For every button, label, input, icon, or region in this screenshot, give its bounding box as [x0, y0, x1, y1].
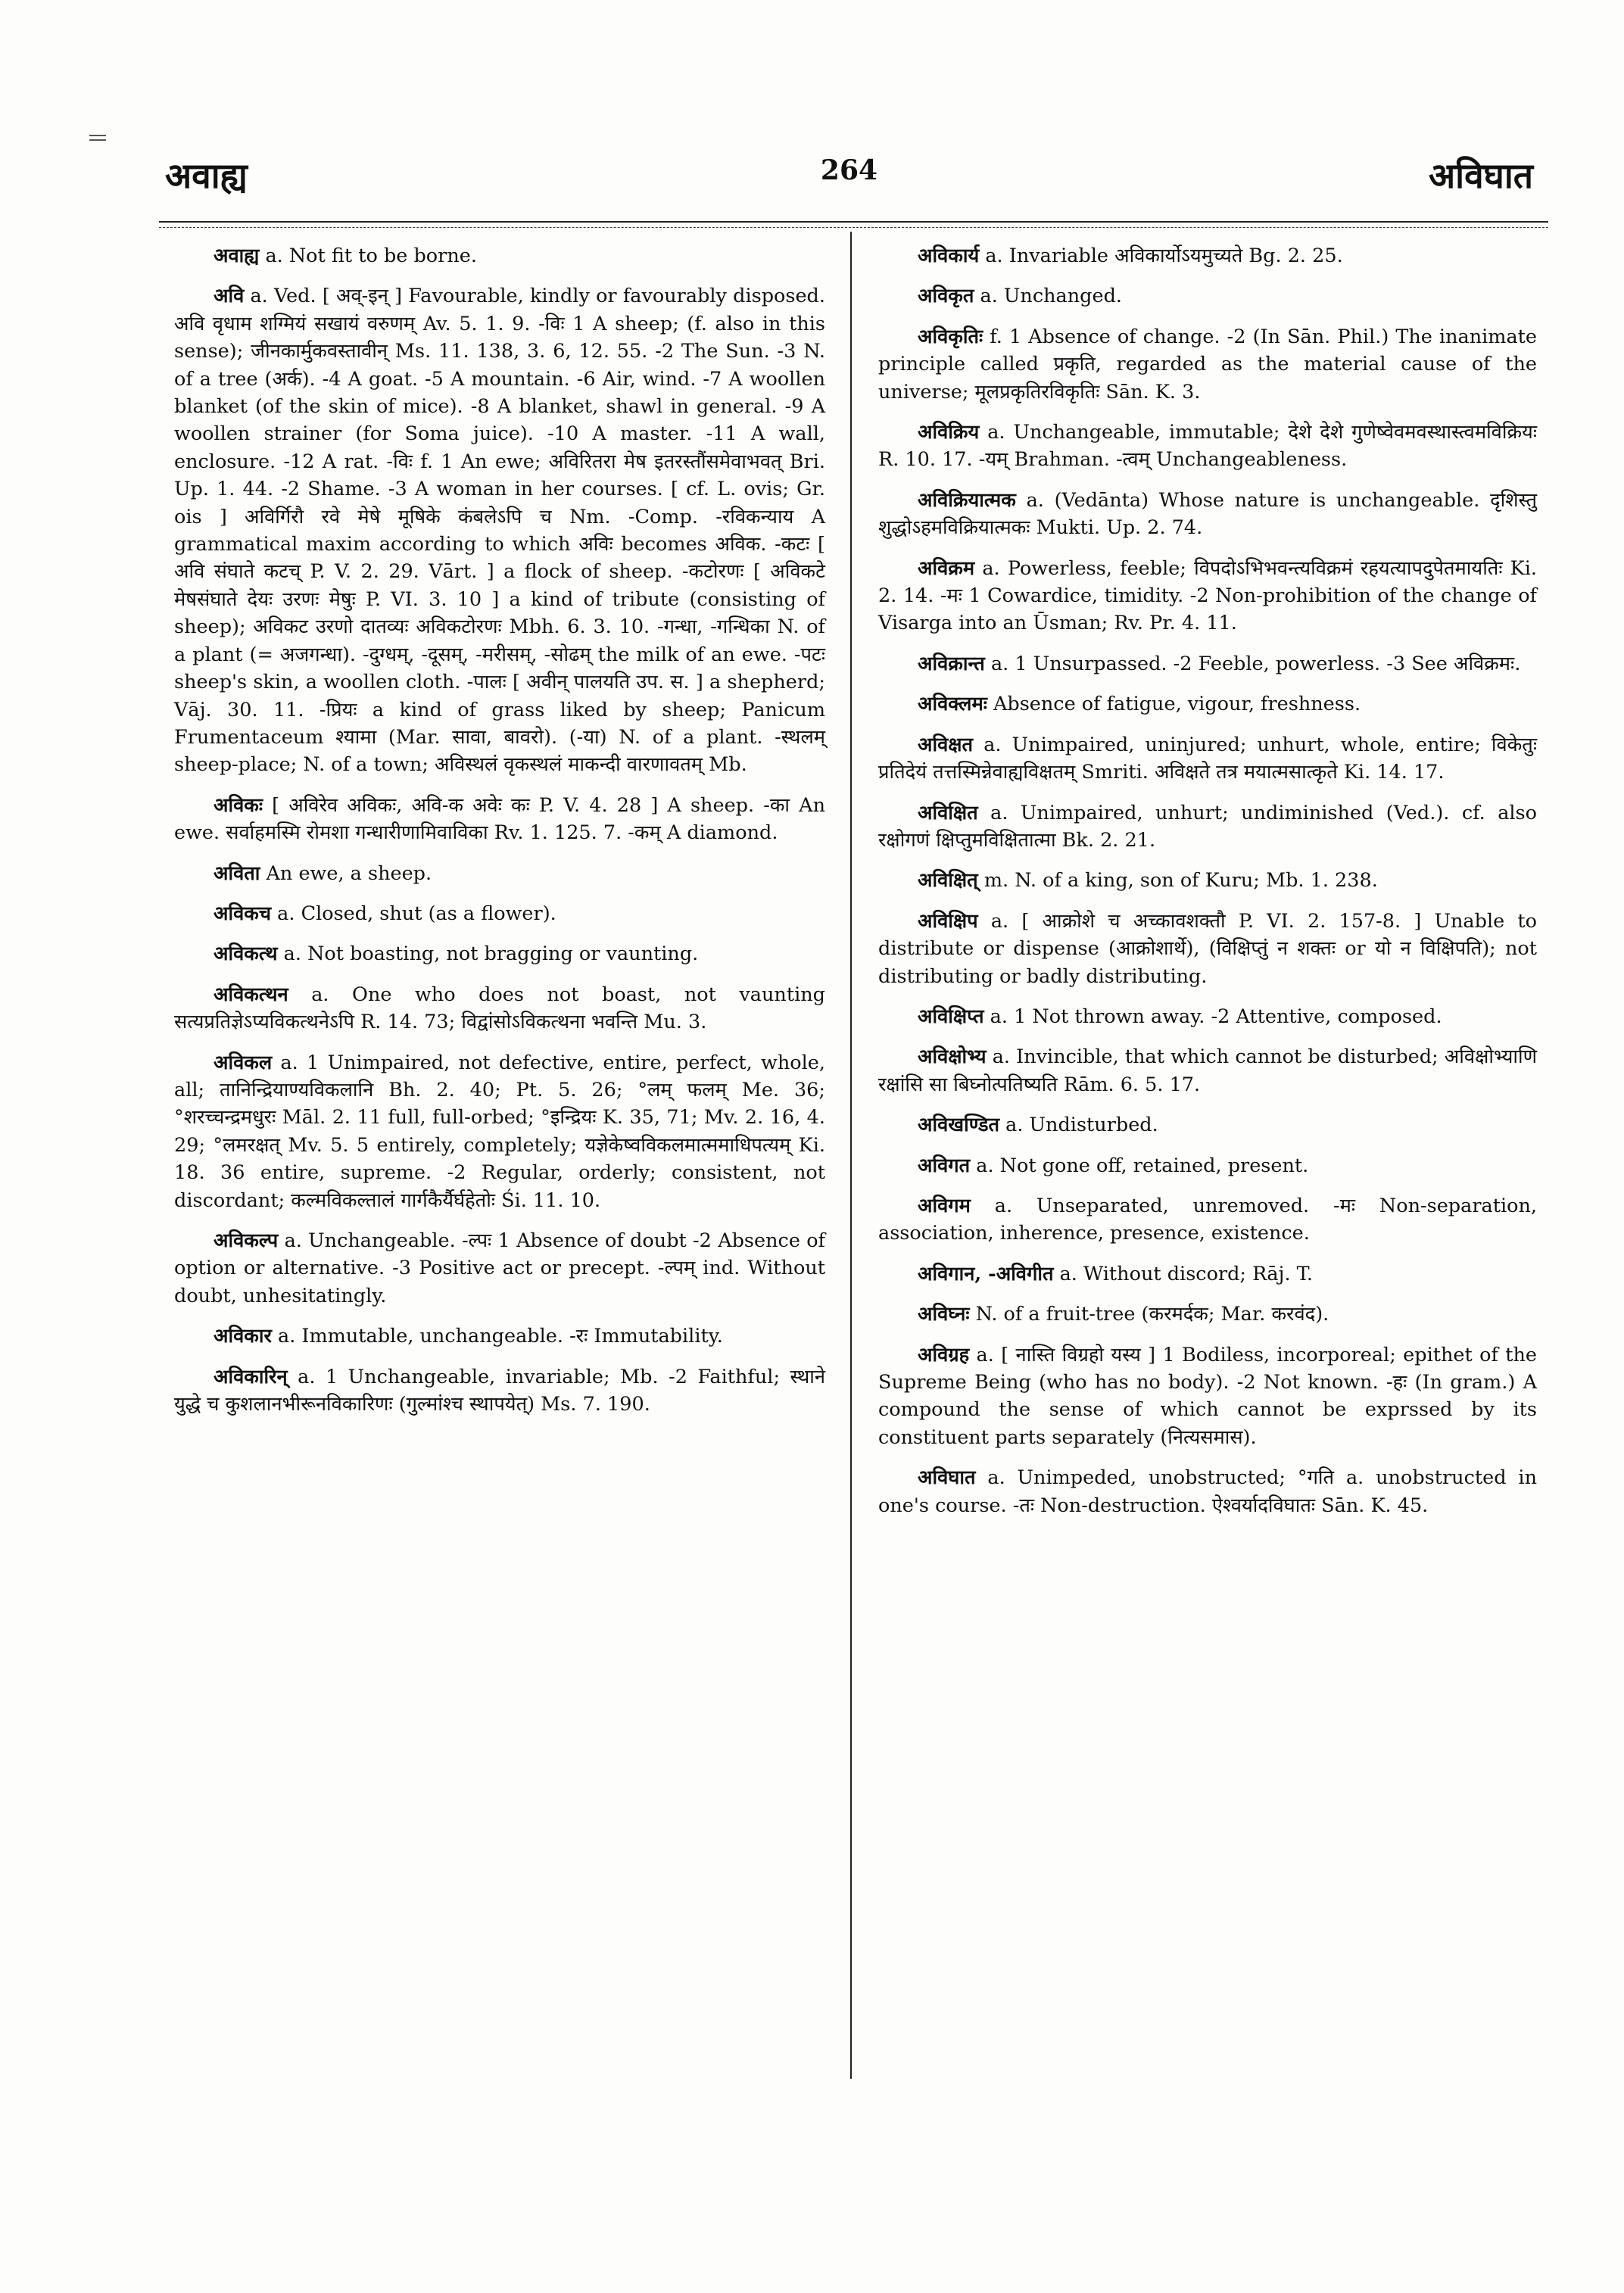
entry-headword: अविग्रह: [918, 1343, 970, 1366]
entry-headword: अवाह्य: [214, 245, 260, 267]
entry-definition: a. Unimpaired, unhurt; undiminished (Ved.). cf. also रक्षोगणं क्षिप्तुमविक्षितात्मा Bk. 2. 21.: [878, 801, 1537, 852]
entry-definition: a. Not gone off, retained, present.: [976, 1154, 1309, 1177]
entry-headword: अविघ्नः: [918, 1303, 970, 1326]
dictionary-entry: [878, 419, 1537, 474]
entry-headword: अविता: [214, 861, 260, 885]
entry-definition: a. (Vedānta) Whose nature is unchangeable. दृशिस्तु शुद्धोऽहमविक्रियात्मकः Mukti. Up. 2. 74.: [878, 488, 1538, 540]
entry-headword: अविकृतिः: [918, 325, 983, 348]
entry-headword: अविघात: [918, 1466, 976, 1490]
entry-definition: a. Ved. [ अव्-इन् ] Favourable, kindly or favourably disposed. अवि वृधाम शग्मियं सखायं वरुणम् Av. 5. 1. 9. -विः 1 A sheep; (f. also in this sense); जीनकार्मुकवस्तावीन् Ms. 11. 138, 3. 6, 12. 55. -2 The Sun. -3 N. of a tree (अर्क). -4 A goat. -5 A mountain. -6 Air, wind. -7 A woollen blanket (of the skin of mice). -8 A blanket, shawl in general. -9 A woollen strainer (for Soma juice). -10 A master. -11 A wall, enclosure. -12 A rat. -विः f. 1 An ewe; अविरितरा मेष इतरस्तौंसमेवाभवत् Bri. Up. 1. 44. -2 Shame. -3 A woman in her courses. [ cf. L. ovis; Gr. ois ] अविर्गिरौ रवे मेषे मूषिके कंबलेऽपि च Nm. -Comp. -रविकन्याय A grammatical maxim according to which अविः becomes अविक. -कटः [ अवि संघाते कटच् P. V. 2. 29. Vārt. ] a flock of sheep. -कटोरणः [ अविकटे मेषसंघाते देयः उरणः मेषुः P. VI. 3. 10 ] a kind of tribute (consisting of sheep); अविकट उरणो दातव्यः अविकटोरणः Mbh. 6. 3. 10. -गन्धा, -गन्धिका N. of a plant (= अजगन्धा). -दुग्धम्, -दूसम्, -मरीसम्, -सोढम् the milk of an ewe. -पटः sheep's skin, a woollen cloth. -पालः [ अवीन् पालयति उप. स. ] a shepherd; Vāj. 30. 11. -प्रियः a kind of grass liked by sheep; Panicum Frumentaceum श्यामा (Mar. सावा, बावरो). (-या) N. of a plant. -स्थलम् sheep-place; N. of a town; अविस्थलं वृकस्थलं माकन्दी वारणावतम् Mb.: [174, 285, 825, 777]
entry-headword: अविकत्थन: [214, 983, 288, 1006]
dictionary-entry: [174, 860, 825, 887]
dictionary-entry: [878, 1003, 1537, 1030]
dictionary-entry: [174, 1363, 825, 1419]
dictionary-entry: [878, 1111, 1537, 1139]
entry-headword: अविगान, -अविगीत: [918, 1262, 1054, 1285]
entry-definition: a. Invariable अविकार्योऽयमुच्यते Bg. 2. 25.: [985, 245, 1343, 267]
entry-headword: अविखण्डित: [918, 1114, 1000, 1137]
entry-headword: अविक्षिप: [918, 909, 978, 933]
entry-headword: अविगम: [918, 1194, 971, 1217]
entry-headword: अविक्रियात्मक: [918, 488, 1016, 512]
entry-definition: a. Unseparated, unremoved. -मः Non-separation, association, inherence, presence, existence.: [878, 1194, 1537, 1245]
entry-headword: अवि: [214, 285, 245, 308]
dictionary-entry: [878, 1192, 1537, 1248]
entry-headword: अविक्षित: [918, 801, 978, 824]
entry-definition: f. 1 Absence of change. -2 (In Sān. Phil.) The inanimate principle called प्रकृति, regarded as the material cause of the universe; मूलप्रकृतिरविकृतिः Sān. K. 3.: [878, 325, 1537, 403]
dictionary-entry: [174, 900, 825, 927]
dictionary-entry: [878, 555, 1537, 637]
entry-definition: a. 1 Not thrown away. -2 Attentive, composed.: [990, 1005, 1442, 1028]
dictionary-entry: [878, 731, 1537, 787]
entry-headword: अविक्षिप्त: [918, 1005, 984, 1028]
entry-headword: अविकृत: [918, 285, 974, 308]
entry-definition: a. 1 Unimpaired, not defective, entire, perfect, whole, all; तानिन्द्रियाण्यविकलानि Bh. 2. 40; Pt. 5. 26; °लम् फलम् Me. 36; °शरच्चन्द्रमधुरः Māl. 2. 11 full, full-orbed; °इन्द्रियः K. 35, 71; Mv. 2. 16, 4. 29; °लमरक्षत् Mv. 5. 5 entirely, completely; यज्ञेकेष्वविकलमात्ममाधिपत्यम् Ki. 18. 36 entire, supreme. -2 Regular, orderly; consistent, not discordant; कल्मविकल्तालं गार्गकैर्यैर्घहेतोः Śi. 11. 10.: [174, 1051, 825, 1212]
entry-definition: a. Undisturbed.: [1005, 1114, 1158, 1137]
entry-definition: a. Unchangeable. -ल्पः 1 Absence of doubt -2 Absence of option or alternative. -3 Positive act or precept. -ल्पम् ind. Without doubt, unhesitatingly.: [174, 1229, 825, 1307]
entry-headword: अविकार: [214, 1325, 272, 1348]
entry-definition: N. of a fruit-tree (करमर्दक; Mar. करवंद).: [975, 1303, 1329, 1326]
entry-definition: a. Unimpaired, uninjured; unhurt, whole, entire; विकेतुः प्रतिदेयं तत्तस्मिन्नेवाह्यविक्षतम् Smriti. अविक्षते तत्र मयात्मसात्कृते Ki. 14. 17.: [878, 733, 1537, 784]
entry-definition: a. Immutable, unchangeable. -रः Immutability.: [278, 1325, 723, 1348]
entry-headword: अविक्षोभ्य: [918, 1045, 987, 1069]
dictionary-entry: [878, 650, 1537, 678]
entry-definition: a. Unimpeded, unobstructed; °गति a. unobstructed in one's course. -तः Non-destruction. ऐश्वर्यादविघातः Sān. K. 45.: [878, 1466, 1538, 1517]
entry-definition: a. Without discord; Rāj. T.: [1059, 1262, 1314, 1285]
dictionary-entry: [878, 908, 1537, 990]
entry-headword: अविकः: [214, 793, 263, 817]
entry-headword: अविक्रम: [918, 556, 975, 580]
dictionary-entry: [878, 1043, 1537, 1098]
entry-headword: अविक्षत: [918, 733, 974, 756]
entry-headword: अविक्रान्त: [918, 652, 985, 675]
dictionary-entry: [878, 690, 1537, 718]
entry-headword: अविकल्प: [214, 1229, 279, 1252]
dictionary-entry: [878, 799, 1537, 855]
dictionary-entry: [878, 867, 1537, 894]
entry-definition: a. Powerless, feeble; विपदोऽभिभवन्त्यविक्रमं रहयत्यापदुपेतमायतिः Ki. 2. 14. -मः 1 Cowardice, timidity. -2 Non-prohibition of the change of Visarga into an Ūsman; Rv. Pr. 4. 11.: [878, 556, 1537, 635]
dictionary-entry: [174, 282, 825, 778]
header-rule-dashed: [159, 227, 1548, 228]
entry-headword: अविकारिन्: [214, 1365, 288, 1388]
entry-definition: a. [ आक्रोशे च अच्कावशक्तौ P. VI. 2. 157-8. ] Unable to distribute or dispense (आक्रोशार्थे), (विक्षिप्तुं न शक्तः or यो न विक्षिपति); not distributing or badly distributing.: [878, 909, 1537, 988]
dictionary-entry: [878, 1260, 1537, 1288]
dictionary-entry: [174, 981, 825, 1036]
entry-definition: a. [ नास्ति विग्रहो यस्य ] 1 Bodiless, incorporeal; epithet of the Supreme Being (who has no body). -2 Not known. -हः (In gram.) A compound the sense of which cannot be exprssed by its constituent parts separately (नित्यसमास).: [878, 1343, 1537, 1449]
dictionary-entry: [878, 242, 1537, 269]
dictionary-entry: [878, 1464, 1537, 1519]
dictionary-entry: [878, 487, 1537, 542]
entry-definition: a. Not boasting, not bragging or vaunting.: [283, 942, 699, 966]
entry-headword: अविकच: [214, 902, 272, 925]
entry-definition: a. Closed, shut (as a flower).: [277, 902, 556, 925]
column-divider: [850, 232, 852, 2079]
header-rule: [159, 221, 1548, 223]
dictionary-entry: [174, 940, 825, 967]
dictionary-entry: [174, 242, 825, 269]
dictionary-entry: [878, 1301, 1537, 1328]
entry-headword: अविक्लमः: [918, 693, 987, 716]
entry-definition: a. 1 Unchangeable, invariable; Mb. -2 Faithful; स्थाने युद्धे च कुशलानभीरूनविकारिणः (गुल्मांश्च स्थापयेत्) Ms. 7. 190.: [174, 1365, 825, 1416]
left-guide-word: अवाह्य: [165, 155, 248, 196]
entry-definition: a. Invincible, that which cannot be disturbed; अविक्षोभ्याणि रक्षांसि सा बिघ्नोत्पतिष्यति Rām. 6. 5. 17.: [878, 1045, 1538, 1096]
entry-definition: [ अविरेव अविकः, अवि-क अवेः कः P. V. 4. 28 ] A sheep. -का An ewe. सर्वाहमस्मि रोमशा गन्धारीणामिवाविका Rv. 1. 125. 7. -कम् A diamond.: [174, 793, 826, 845]
page-header: [165, 151, 1533, 204]
entry-headword: अविक्रिय: [918, 421, 980, 444]
dictionary-entry: [878, 1341, 1537, 1452]
dictionary-entry: [174, 1323, 825, 1350]
dictionary-entry: [878, 323, 1537, 406]
entry-definition: a. Unchanged.: [980, 285, 1123, 308]
entry-headword: अविक्षित्: [918, 869, 978, 893]
dictionary-entry: [174, 792, 825, 847]
right-column: [878, 242, 1537, 1532]
entry-headword: अविकल: [214, 1051, 273, 1074]
entry-headword: अविगत: [918, 1154, 971, 1177]
dictionary-entry: [878, 282, 1537, 310]
right-guide-word: अविघात: [1429, 155, 1533, 196]
entry-headword: अविकत्थ: [214, 942, 278, 966]
dictionary-entry: [878, 1152, 1537, 1179]
page-number: 264: [820, 154, 878, 186]
dictionary-entry: [174, 1049, 825, 1214]
entry-definition: An ewe, a sheep.: [266, 861, 432, 885]
entry-headword: अविकार्य: [918, 245, 980, 267]
left-column: [174, 242, 825, 1431]
entry-definition: a. One who does not boast, not vaunting सत्यप्रतिज्ञेऽप्यविकत्थनेऽपि R. 14. 73; विद्वांसोऽविकत्थना भवन्ति Mu. 3.: [174, 983, 825, 1034]
scan-margin-mark: [89, 135, 106, 141]
entry-definition: a. 1 Unsurpassed. -2 Feeble, powerless. -3 See अविक्रमः.: [990, 652, 1521, 675]
entry-definition: Absence of fatigue, vigour, freshness.: [993, 693, 1361, 716]
entry-definition: a. Not fit to be borne.: [265, 245, 477, 267]
entry-definition: m. N. of a king, son of Kuru; Mb. 1. 238.: [983, 869, 1378, 893]
entry-definition: a. Unchangeable, immutable; देशे देशे गुणेष्वेवमवस्थास्त्वमविक्रियः R. 10. 17. -यम् Brahman. -त्वम् Unchangeableness.: [878, 421, 1537, 472]
dictionary-entry: [174, 1227, 825, 1310]
